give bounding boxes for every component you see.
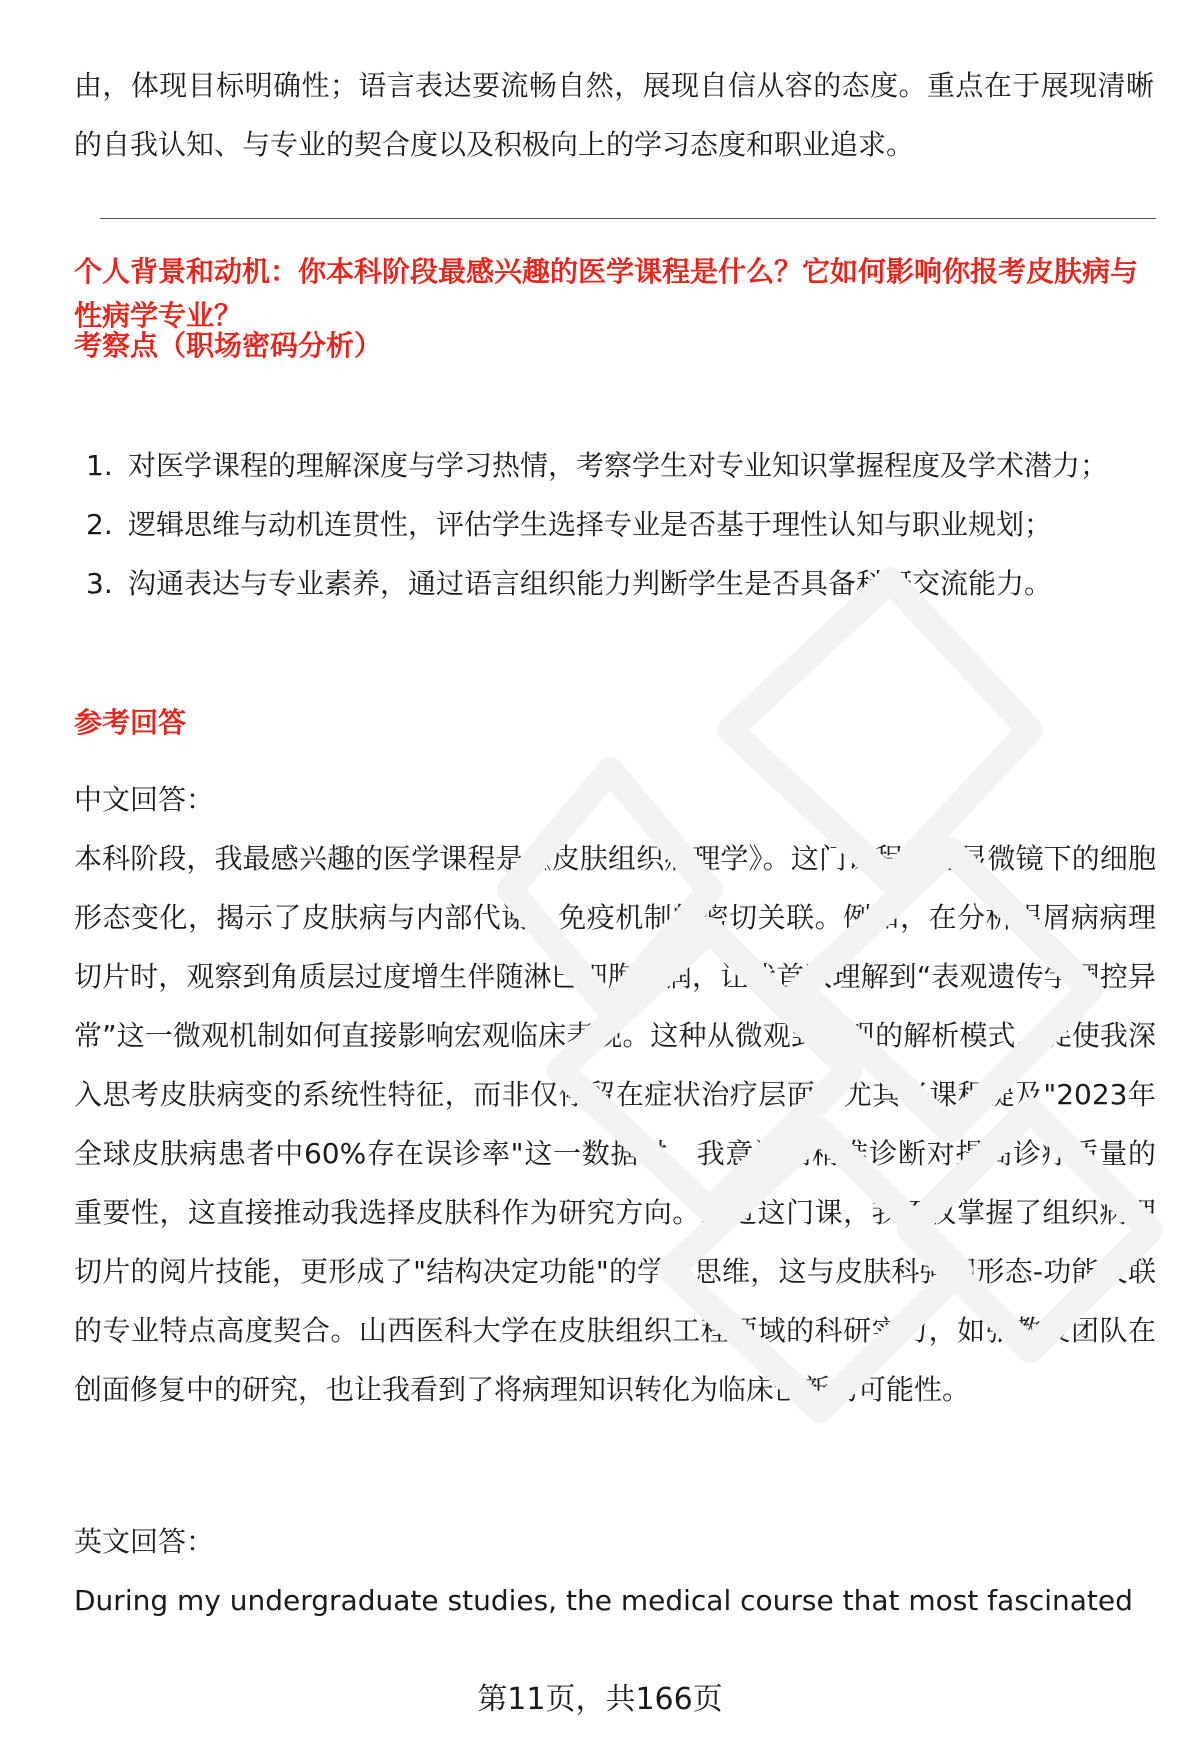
english-answer-label: 英文回答：	[74, 1525, 215, 1558]
page-number-footer: 第11页，共166页	[477, 1682, 723, 1717]
question-title: 个人背景和动机：你本科阶段最感兴趣的医学课程是什么？它如何影响你报考皮肤病与性病学专业？	[74, 255, 1139, 332]
list-item-number: 1.	[86, 449, 113, 482]
english-answer-text: During my undergraduate studies, the medical course that most fascinated	[74, 1584, 1133, 1617]
exam-points-list	[74, 436, 1154, 613]
list-item	[74, 436, 1154, 495]
chinese-answer-text: 本科阶段，我最感兴趣的医学课程是《皮肤组织病理学》。这门课程通过显微镜下的细胞形态变化，揭示了皮肤病与内部代谢、免疫机制的密切关联。例如，在分析银屑病病理切片时，观察到角质层过度增生伴随淋巴细胞浸润，让我首次理解到“表观遗传学调控异常”这一微观机制如何直接影响宏观临床表现。这种从微观到宏观的解析模式，促使我深入思考皮肤病变的系统性特征，而非仅停留在症状治疗层面。尤其当课程提及"2023年全球皮肤病患者中60%存在误诊率"这一数据时，我意识到精准诊断对提高诊疗质量的重要性，这直接推动我选择皮肤科作为研究方向。通过这门课，我不仅掌握了组织病理切片的阅片技能，更形成了"结构决定功能"的学科思维，这与皮肤科强调形态-功能关联的专业特点高度契合。山西医科大学在皮肤组织工程领域的科研实力，如张教授团队在创面修复中的研究，也让我看到了将病理知识转化为临床创新的可能性。	[74, 842, 1156, 1406]
list-item-number: 3.	[86, 567, 113, 600]
reference-answer-heading: 参考回答	[74, 706, 187, 739]
intro-paragraph: 由，体现目标明确性；语言表达要流畅自然，展现自信从容的态度。重点在于展现清晰的自我认知、与专业的契合度以及积极向上的学习态度和职业追求。	[74, 69, 1154, 161]
list-item-number: 2.	[86, 508, 113, 541]
english-answer-block	[74, 1512, 1156, 1630]
chinese-answer-label: 中文回答：	[74, 783, 215, 816]
list-item-text: 逻辑思维与动机连贯性，评估学生选择专业是否基于理性认知与职业规划；	[128, 508, 1053, 541]
chinese-answer-block	[74, 770, 1156, 1419]
intro-block	[74, 56, 1154, 174]
list-item	[74, 495, 1154, 554]
exam-points-heading: 考察点（职场密码分析）	[74, 329, 383, 362]
list-item-text: 沟通表达与专业素养，通过语言组织能力判断学生是否具备科研交流能力。	[128, 567, 1053, 600]
section-divider	[100, 218, 1156, 219]
list-item	[74, 554, 1154, 613]
list-item-text: 对医学课程的理解深度与学习热情，考察学生对专业知识掌握程度及学术潜力；	[128, 449, 1109, 482]
